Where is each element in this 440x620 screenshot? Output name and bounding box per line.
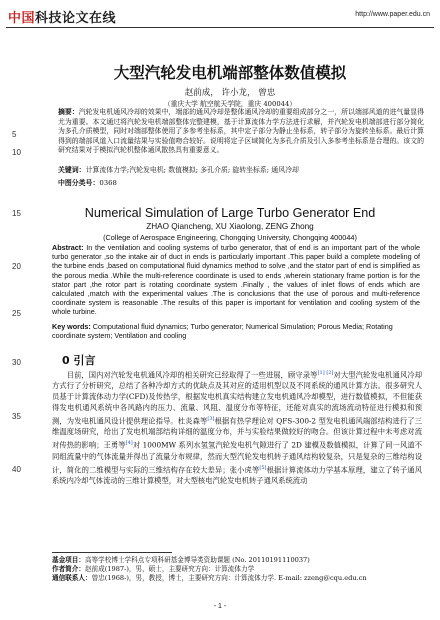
footnote-contact (52, 574, 422, 583)
title-chinese: 大型汽轮发电机端部整体数值模拟 (113, 64, 347, 82)
classification-label: 中图分类号： (58, 179, 100, 187)
line-number: 20 (12, 262, 21, 271)
footnote-author-text: 赵前成(1987-)，男，硕士，主要研究方向：计算流体力学 (84, 565, 255, 573)
classification-code: 0368 (99, 179, 117, 187)
journal-logo[interactable] (8, 7, 116, 26)
footnote-funding (52, 556, 422, 565)
intro-text: 根据有热学理论对 QFS-300-2 型发电机通风端部结构进行了三维温度场研究，给出了发电机端部结构详细的温度分布，并与实验结果做较好的吻合。但该计算过程中未考虑对流对传热的影响；王勇等 (52, 416, 422, 450)
footnote-author-label: 作者简介： (52, 565, 85, 573)
footnote-rule (52, 552, 172, 553)
keywords-text-chinese: 计算流体力学;汽轮发电机; 数值模拟; 多孔介质; 旋转坐标系; 通风冷却 (85, 166, 299, 174)
authors-english: ZHAO Qiancheng, XU Xiaolong, ZENG Zhong (146, 222, 314, 231)
abstract-label-chinese: 摘要： (58, 108, 79, 116)
abstract-text-english: In the ventilation and cooling systems of turbo generator, that of end is an important part of the whole turbo generator ,so the intake air of duct in ends is particularly important .This paper build a complete modeling of the turbine ends ,based on computational fluid dynamics method to solve ,and the stator part of end is simplified as the porous media .While the multi-reference coordinate is used to ends ,wherein stationary frame portion is for the stator part ,the rotor part is rotating coordinate system .Finally , the values of inlet flows of ends which are calculated ,match with the experimental values .The is conclusions that the use of porous and multi-reference coordinate system is reasonable .The results of this paper is important for ventilation and cooling system of the whole turbine. (52, 243, 420, 317)
footnote-contact-label: 通信联系人： (52, 574, 92, 582)
line-number: 25 (12, 309, 21, 318)
footnote-author (52, 565, 422, 574)
abstract-chinese (58, 108, 424, 156)
logo-black-text: 科技论文在线 (35, 11, 117, 26)
keywords-chinese (58, 166, 424, 176)
keywords-text-english: Computational fluid dynamics; Turbo generator; Numerical Simulation; Porous Media; Rotating coordinate system; Ventilation and cooling (52, 322, 393, 341)
abstract-text-chinese: 汽轮发电机通风冷却的效果中，端部的通风冷却是整体通风冷却的重要组成部分之一，所以端部风道的进气量显得尤为重要。本文通过将汽轮发电机端部整体完整建模，基于计算流体力学方法进行求解，并汽轮发电机端部进行部分简化为多孔介质模型，同时对端部整体使用了多参考坐标系，其中定子部分为静止坐标系，转子部分为旋转坐标系。最后计算得到的端部风道入口流量结果与实验值吻合较好。说明将定子区域简化为多孔介质及引入多参考坐标系是合理的。该文的研究结果对于模拟汽轮机整体通风散热具有重要意义。 (58, 108, 424, 155)
intro-text: 对大型汽轮发电机通风冷却方式行了分析研究，总结了各种冷却方式的优缺点及其对应的适用机型以及不同系统的通风计算方法。很多研究人员基于计算流体动力学(CFD)及传热学，根据发电机真实结构建立发电机通风冷却模型，进行数值模拟，不但能获得发电机通风系统中各风路内的压力、流量、风阻、温度分布等特征，还能对真实的流场流动特征进行模拟和预测，为发电机通风设计提供理论指导。杜炎森等 (52, 370, 423, 426)
line-number: 15 (12, 209, 21, 218)
line-number: 30 (12, 358, 21, 367)
affiliation-chinese: （重庆大学 航空航天学院，重庆 400044） (163, 100, 297, 108)
line-number: 40 (12, 465, 21, 474)
abstract-english (52, 243, 420, 317)
citation-link[interactable]: [1] [2] (317, 370, 334, 376)
intro-text: 对 1000MW 系列水氢氢汽轮发电机气隙进行了 2D 建模及数值模拟，计算了同一风道不同组流量中的气体流量并得出了流量分布规律，然而大型汽轮发电机转子通风结构较复杂，只是复杂的三维结构设计，简化的二维模型与实际的三维结构存在较大差异；张小虎等 (52, 440, 423, 474)
affiliation-english: (College of Aerospace Engineering, Chongqing University, Chongqing 400044) (103, 233, 357, 242)
introduction-paragraph (52, 368, 422, 487)
footnote-contact-text: 曾忠(1968-)，男，教授，博士，主要研究方向：计算流体力学. E-mail: zzeng@cqu.edu.cn (91, 574, 367, 582)
citation-link[interactable]: [5] (259, 464, 267, 471)
citation-link[interactable]: [3] (207, 416, 215, 423)
header-rule (6, 27, 434, 28)
keywords-label-english: Key words: (52, 322, 91, 331)
intro-text: 根据计算流体动力学基本原理，建立了转子通风系统内冷却气体流动的三维计算模型，对大型核电汽轮发电机转子通风系统流动 (52, 464, 422, 485)
intro-text: 目前，国内对汽轮发电机通风冷却的相关研究已经取得了一些进展，顾守录等 (66, 370, 318, 380)
keywords-label-chinese: 关键词： (58, 166, 86, 174)
footnote-funding-text: 高等学校博士学科点专项科研基金博导类资助课题 (No. 20110191110037) (84, 556, 310, 564)
logo-red-text: 中国 (8, 11, 36, 26)
classification-chinese (58, 177, 424, 187)
title-english: Numerical Simulation of Large Turbo Generator End (84, 206, 376, 220)
keywords-english (52, 322, 420, 340)
page-number: - 1 - (213, 603, 227, 610)
line-number: 35 (12, 412, 21, 421)
abstract-label-english: Abstract: (52, 243, 84, 252)
footnote-funding-label: 基金项目： (52, 556, 85, 564)
header-url[interactable]: http://www.paper.edu.cn (355, 11, 430, 18)
section-heading-introduction: 0 引言 (62, 354, 96, 367)
line-number: 5 (12, 130, 17, 139)
authors-chinese: 赵前成， 许小龙， 曾忠 (184, 88, 276, 98)
citation-link[interactable]: [4] (125, 440, 133, 447)
line-number: 10 (12, 148, 21, 157)
